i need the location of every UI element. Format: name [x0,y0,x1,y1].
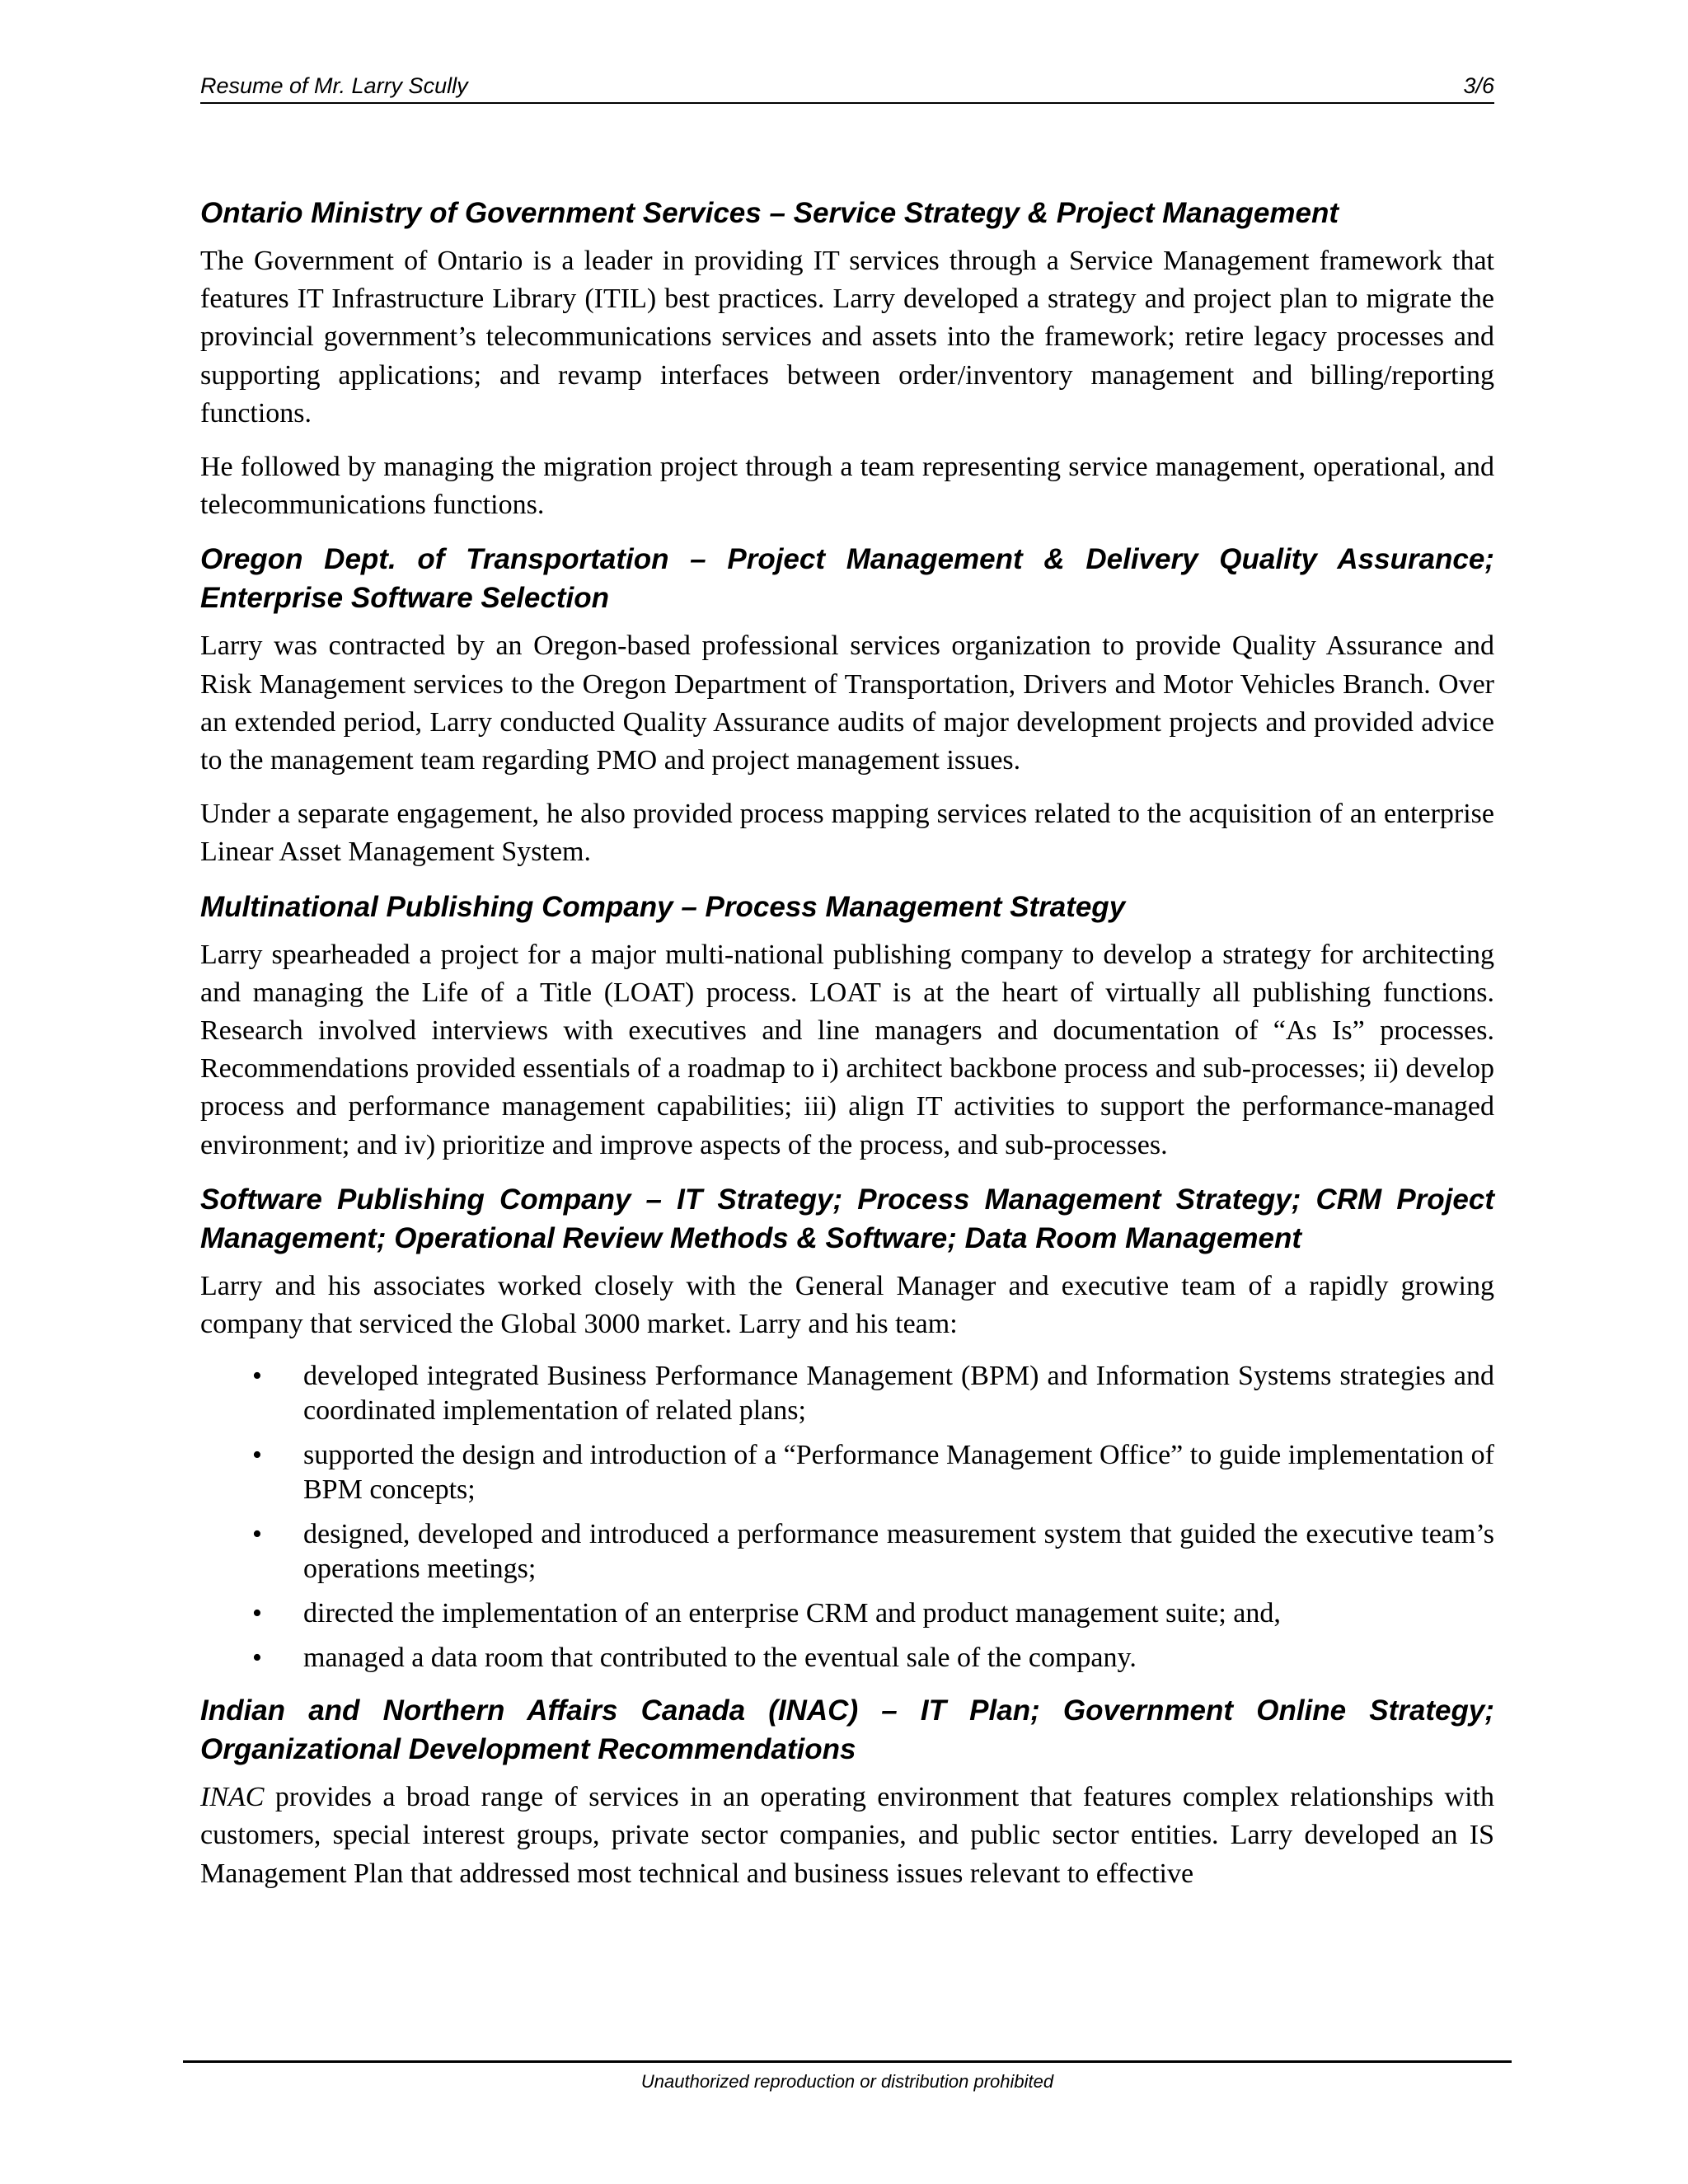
document-body [200,194,1494,1909]
paragraph: He followed by managing the migration project through a team representing service management, operational, and telecommunications functions. [200,452,1494,521]
paragraph: The Government of Ontario is a leader in providing IT services through a Service Management framework that features IT Infrastructure Library (ITIL) best practices. Larry developed a strategy and project plan to migrate the provincial government’s telecommunications services and assets into the framework; retire legacy processes and supporting applications; and revamp interfaces between order/inventory management and billing/reporting functions. [200,246,1494,429]
bullet-icon: • [252,1643,262,1674]
section-publishing [200,888,1494,1165]
section-heading: Software Publishing Company – IT Strategy; Process Management Strategy; CRM Project Management; Operational Review Methods & Software; Data Room Management [200,1183,1494,1254]
list-item [200,1596,1494,1631]
footer-divider [183,2060,1512,2063]
bullet-icon: • [252,1361,262,1392]
bullet-list [200,1359,1494,1675]
section-ontario [200,194,1494,524]
bullet-icon: • [252,1519,262,1550]
paragraph: Under a separate engagement, he also provided process mapping services related to the acquisition of an enterprise Linear Asset Management System. [200,799,1494,868]
section-oregon [200,540,1494,871]
footer-notice: Unauthorized reproduction or distribution prohibited [640,2071,1054,2092]
list-item-text: managed a data room that contributed to the eventual sale of the company. [303,1643,1137,1674]
list-item-text: directed the implementation of an enterprise CRM and product management suite; and, [303,1598,1281,1629]
paragraph-text: provides a broad range of services in an operating environment that features complex relationships with customers, special interest groups, private sector companies, and public sector entities. Larry developed an IS Management Plan that addressed most technical and business issues relevant to effective [200,1782,1494,1889]
section-software [200,1180,1494,1675]
inac-abbreviation: INAC [200,1782,265,1813]
list-item-text: supported the design and introduction of a “Performance Management Office” to guide implementation of BPM concepts; [303,1440,1494,1506]
document-title: Resume of Mr. Larry Scully [200,73,468,98]
section-heading: Multinational Publishing Company – Process Management Strategy [200,890,1126,923]
list-item [200,1641,1494,1675]
page-number: 3/6 [1463,73,1494,98]
list-item-text: developed integrated Business Performance Management (BPM) and Information Systems strategies and coordinated implementation of related plans; [303,1361,1494,1427]
list-item [200,1517,1494,1586]
paragraph: Larry and his associates worked closely with the General Manager and executive team of a rapidly growing company that serviced the Global 3000 market. Larry and his team: [200,1270,1494,1340]
list-item-text: designed, developed and introduced a performance measurement system that guided the executive team’s operations meetings; [303,1519,1494,1585]
list-item [200,1359,1494,1428]
paragraph: Larry was contracted by an Oregon-based professional services organization to provide Quality Assurance and Risk Management services to the Oregon Department of Transportation, Drivers and Motor Vehicles Branch. Over an extended period, Larry conducted Quality Assurance audits of major development projects and provided advice to the management team regarding PMO and project management issues. [200,630,1494,776]
section-heading: Indian and Northern Affairs Canada (INAC) – IT Plan; Government Online Strategy; Organizational Development Recommendations [200,1694,1494,1766]
page-header [200,71,1494,104]
bullet-icon: • [252,1598,262,1629]
section-heading: Ontario Ministry of Government Services – Service Strategy & Project Management [200,197,1339,229]
section-heading: Oregon Dept. of Transportation – Project Management & Delivery Quality Assurance; Enterprise Software Selection [200,543,1494,615]
list-item [200,1438,1494,1507]
paragraph [200,1779,1494,1893]
bullet-icon: • [252,1440,262,1471]
section-inac [200,1691,1494,1893]
paragraph: Larry spearheaded a project for a major multi-national publishing company to develop a strategy for architecting and managing the Life of a Title (LOAT) process. LOAT is at the heart of virtually all publishing functions. Research involved interviews with executives and line managers and documentation of “As Is” processes. Recommendations provided essentials of a roadmap to i) architect backbone process and sub-processes; ii) develop process and performance management capabilities; iii) align IT activities to support the performance-managed environment; and iv) prioritize and improve aspects of the process, and sub-processes. [200,939,1494,1160]
